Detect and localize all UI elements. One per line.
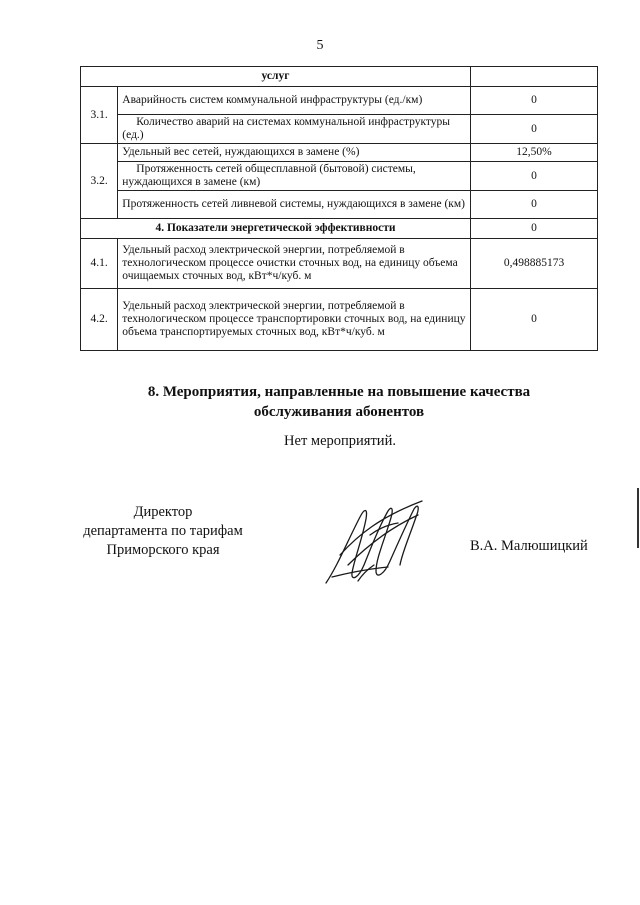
signatory-title (68, 503, 258, 560)
section-8-text: Нет мероприятий. (284, 433, 396, 449)
row-value: 0 (471, 162, 598, 191)
indicators-table (80, 66, 598, 351)
table-row (81, 239, 598, 289)
section-8-heading (80, 382, 598, 422)
table-row (81, 191, 598, 219)
row-value: 12,50% (471, 144, 598, 162)
table-row (81, 289, 598, 351)
signer-name: В.А. Малюшицкий (470, 538, 588, 554)
section-header-cont: услуг (81, 67, 471, 87)
row-description: Аварийность систем коммунальной инфраструктуры (ед./км) (118, 87, 471, 115)
row-number: 3.1. (81, 87, 118, 144)
row-number: 3.2. (81, 144, 118, 219)
row-number: 4.2. (81, 289, 118, 351)
row-value: 0 (471, 289, 598, 351)
section-header-value (471, 67, 598, 87)
signatory-line3: Приморского края (106, 542, 220, 558)
row-value: 0 (471, 87, 598, 115)
row-value: 0,498885173 (471, 239, 598, 289)
page-number: 5 (316, 38, 324, 53)
section-8-heading-line1: 8. Мероприятия, направленные на повышение качества (147, 384, 531, 400)
section-value: 0 (471, 219, 598, 239)
table-row (81, 115, 598, 144)
row-description: Удельный вес сетей, нуждающихся в замене (%) (118, 144, 471, 162)
section-title: 4. Показатели энергетической эффективности (81, 219, 471, 239)
row-description: Количество аварий на системах коммунальной инфраструктуры (ед.) (118, 115, 471, 144)
table-row (81, 67, 598, 87)
row-description: Удельный расход электрической энергии, потребляемой в технологическом процессе транспортировки сточных вод, на единицу объема транспортируемых сточных вод, кВт*ч/куб. м (118, 289, 471, 351)
section-8-heading-line2: обслуживания абонентов (253, 404, 425, 420)
row-value: 0 (471, 115, 598, 144)
row-description: Протяженность сетей ливневой системы, нуждающихся в замене (км) (118, 191, 471, 219)
signatory-line1: Директор (133, 504, 193, 520)
table-row (81, 144, 598, 162)
row-description: Удельный расход электрической энергии, потребляемой в технологическом процессе очистки сточных вод, на единицу объема очищаемых сточных вод, кВт*ч/куб. м (118, 239, 471, 289)
scan-edge-mark (637, 488, 639, 548)
row-number: 4.1. (81, 239, 118, 289)
table-row (81, 87, 598, 115)
row-description: Протяженность сетей общесплавной (бытовой) системы, нуждающихся в замене (км) (118, 162, 471, 191)
handwritten-signature (318, 495, 428, 590)
row-value: 0 (471, 191, 598, 219)
table-row (81, 162, 598, 191)
signatory-line2: департамента по тарифам (83, 523, 243, 539)
table-row (81, 219, 598, 239)
